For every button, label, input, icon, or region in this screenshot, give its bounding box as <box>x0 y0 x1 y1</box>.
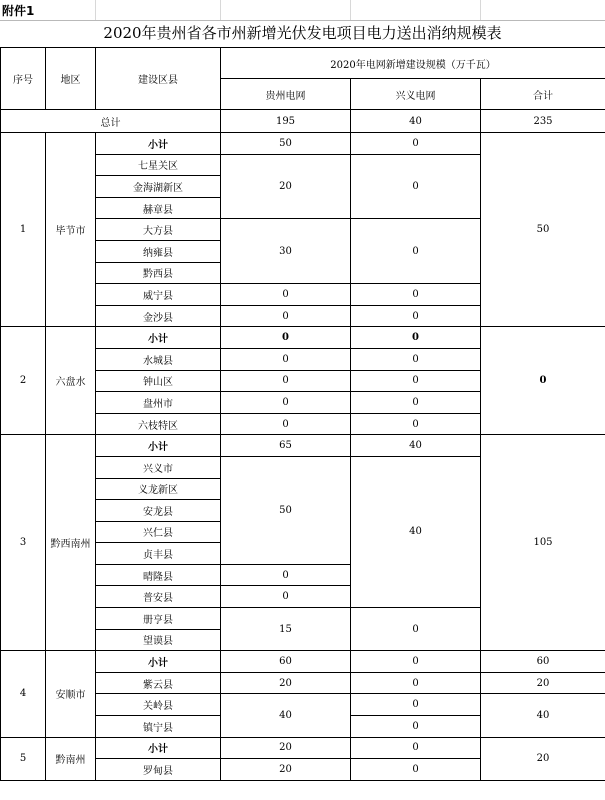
subtotal-guizhou: 60 <box>221 651 351 673</box>
table-row <box>1 737 605 759</box>
table-row <box>1 133 605 155</box>
xingyi-value: 0 <box>351 392 481 414</box>
table-title: 2020年贵州省各市州新增光伏发电项目电力送出消纳规模表 <box>103 24 502 42</box>
guizhou-value: 0 <box>221 370 351 392</box>
sheet-gridline <box>220 0 221 20</box>
county-name: 金海湖新区 <box>96 176 221 198</box>
guizhou-value: 0 <box>221 305 351 327</box>
sheet-gridline <box>95 0 96 20</box>
table-row <box>1 651 605 673</box>
guizhou-value: 0 <box>221 392 351 414</box>
subtotal-guizhou: 20 <box>221 737 351 759</box>
header-row <box>1 48 605 79</box>
grand-total-label: 总计 <box>1 110 221 133</box>
subtotal-xingyi: 0 <box>351 651 481 673</box>
xingyi-value: 0 <box>351 348 481 370</box>
region-seq: 3 <box>1 435 46 651</box>
xingyi-value: 0 <box>351 284 481 306</box>
guizhou-value: 50 <box>221 456 351 564</box>
subtotal-label: 小计 <box>96 435 221 457</box>
subtotal-guizhou: 0 <box>221 327 351 349</box>
row-total: 20 <box>481 672 605 694</box>
guizhou-value: 40 <box>221 694 351 737</box>
subtotal-label: 小计 <box>96 737 221 759</box>
grand-total-xingyi: 40 <box>351 110 481 133</box>
xingyi-value: 0 <box>351 759 481 781</box>
county-name: 黔西县 <box>96 262 221 284</box>
header-seq: 序号 <box>1 48 46 110</box>
county-name: 贞丰县 <box>96 543 221 565</box>
grand-total-guizhou: 195 <box>221 110 351 133</box>
region-total: 0 <box>481 327 605 435</box>
subtotal-xingyi: 0 <box>351 327 481 349</box>
county-name: 紫云县 <box>96 672 221 694</box>
subtotal-xingyi: 0 <box>351 133 481 155</box>
subtotal-label: 小计 <box>96 651 221 673</box>
county-name: 七星关区 <box>96 154 221 176</box>
guizhou-value: 0 <box>221 284 351 306</box>
region-name: 安顺市 <box>46 651 96 737</box>
subtotal-guizhou: 50 <box>221 133 351 155</box>
guizhou-value: 0 <box>221 348 351 370</box>
guizhou-value: 0 <box>221 564 351 586</box>
county-name: 纳雍县 <box>96 240 221 262</box>
subtotal-xingyi: 40 <box>351 435 481 457</box>
region-name: 六盘水 <box>46 327 96 435</box>
xingyi-value: 40 <box>351 456 481 607</box>
xingyi-value: 0 <box>351 608 481 651</box>
county-name: 六枝特区 <box>96 413 221 435</box>
county-name: 兴仁县 <box>96 521 221 543</box>
county-name: 水城县 <box>96 348 221 370</box>
region-seq: 1 <box>1 133 46 327</box>
xingyi-value: 0 <box>351 219 481 284</box>
region-name: 毕节市 <box>46 133 96 327</box>
county-name: 赫章县 <box>96 197 221 219</box>
county-name: 威宁县 <box>96 284 221 306</box>
subtotal-total: 60 <box>481 651 605 673</box>
xingyi-value: 0 <box>351 413 481 435</box>
region-total: 105 <box>481 435 605 651</box>
region-name: 黔南州 <box>46 737 96 780</box>
xingyi-value: 0 <box>351 370 481 392</box>
grand-total-sum: 235 <box>481 110 605 133</box>
guizhou-value: 0 <box>221 586 351 608</box>
county-name: 册亨县 <box>96 608 221 630</box>
county-name: 晴隆县 <box>96 564 221 586</box>
header-region: 地区 <box>46 48 96 110</box>
subtotal-label: 小计 <box>96 327 221 349</box>
county-name: 安龙县 <box>96 500 221 522</box>
grand-total-row <box>1 110 605 133</box>
region-name: 黔西南州 <box>46 435 96 651</box>
guizhou-value: 30 <box>221 219 351 284</box>
subtotal-xingyi: 0 <box>351 737 481 759</box>
sheet-gridline <box>480 0 481 20</box>
county-name: 金沙县 <box>96 305 221 327</box>
xingyi-value: 0 <box>351 305 481 327</box>
row-total: 40 <box>481 694 605 737</box>
guizhou-value: 20 <box>221 759 351 781</box>
region-total: 50 <box>481 133 605 327</box>
capacity-table <box>0 47 605 781</box>
county-name: 盘州市 <box>96 392 221 414</box>
county-name: 大方县 <box>96 219 221 241</box>
subtotal-guizhou: 65 <box>221 435 351 457</box>
sheet-gridline <box>350 0 351 20</box>
header-county: 建设区县 <box>96 48 221 110</box>
xingyi-value: 0 <box>351 716 481 738</box>
xingyi-value: 0 <box>351 694 481 716</box>
header-guizhou-grid: 贵州电网 <box>221 79 351 110</box>
table-row <box>1 327 605 349</box>
header-xingyi-grid: 兴义电网 <box>351 79 481 110</box>
county-name: 钟山区 <box>96 370 221 392</box>
county-name: 兴义市 <box>96 456 221 478</box>
header-total: 合计 <box>481 79 605 110</box>
xingyi-value: 0 <box>351 154 481 219</box>
subtotal-label: 小计 <box>96 133 221 155</box>
xingyi-value: 0 <box>351 672 481 694</box>
table-row <box>1 435 605 457</box>
header-scale-group: 2020年电网新增建设规模（万千瓦） <box>221 48 605 79</box>
county-name: 义龙新区 <box>96 478 221 500</box>
region-total: 20 <box>481 737 605 780</box>
guizhou-value: 20 <box>221 672 351 694</box>
guizhou-value: 20 <box>221 154 351 219</box>
county-name: 罗甸县 <box>96 759 221 781</box>
region-seq: 5 <box>1 737 46 780</box>
county-name: 望谟县 <box>96 629 221 651</box>
county-name: 镇宁县 <box>96 716 221 738</box>
county-name: 普安县 <box>96 586 221 608</box>
region-seq: 4 <box>1 651 46 737</box>
attachment-label: 附件1 <box>2 4 35 18</box>
guizhou-value: 0 <box>221 413 351 435</box>
region-seq: 2 <box>1 327 46 435</box>
guizhou-value: 15 <box>221 608 351 651</box>
county-name: 关岭县 <box>96 694 221 716</box>
